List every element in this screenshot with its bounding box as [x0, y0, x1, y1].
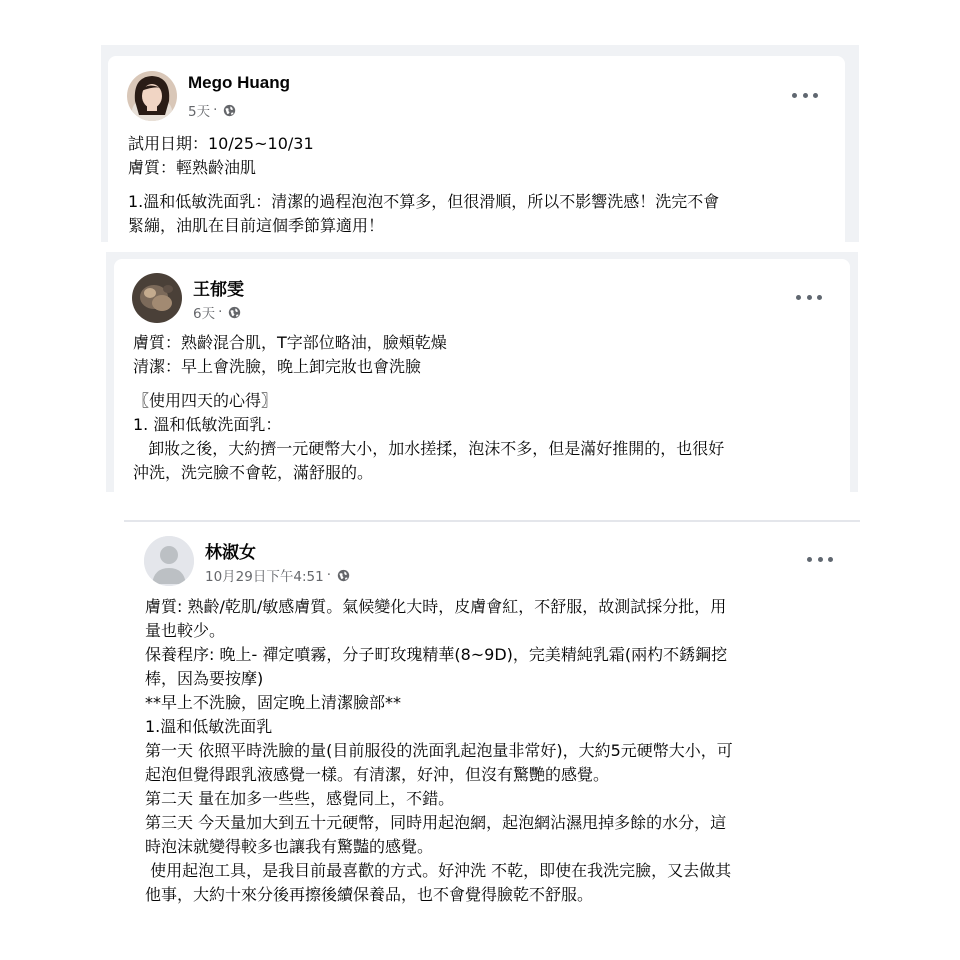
post-line: 試用日期：10/25~10/31 [128, 134, 314, 153]
avatar[interactable] [144, 536, 194, 586]
post-line: 量也較少。 [145, 621, 226, 640]
avatar-photo [132, 273, 182, 323]
avatar[interactable] [132, 273, 182, 323]
meta-separator: · [213, 102, 218, 118]
globe-icon [228, 306, 241, 319]
more-options-icon[interactable] [792, 88, 818, 102]
post-text [133, 331, 833, 485]
author-name[interactable]: 王郁雯 [193, 280, 244, 299]
more-options-icon[interactable] [807, 552, 833, 566]
post-line: 清潔：早上會洗臉，晚上卸完妝也會洗臉 [133, 357, 422, 376]
post-card [114, 259, 850, 492]
post-line: 卸妝之後，大約擠一元硬幣大小，加水搓揉，泡沫不多，但是滿好推開的，也很好 [133, 439, 725, 458]
post-card [125, 522, 860, 917]
post-line: 〖使用四天的心得〗 [133, 391, 278, 410]
globe-icon [337, 569, 350, 582]
post-line: 第三天 今天量加大到五十元硬幣，同時用起泡網，起泡網沾濕甩掉多餘的水分，這 [145, 813, 727, 832]
author-name[interactable]: Mego Huang [188, 73, 290, 92]
post-time[interactable]: 6天 [193, 306, 216, 322]
post-line: 沖洗，洗完臉不會乾，滿舒服的。 [133, 463, 374, 482]
post-line: 1. 溫和低敏洗面乳： [133, 415, 282, 434]
post-line: 膚質: 熟齡/乾肌/敏感膚質。氣候變化大時，皮膚會紅，不舒服，故測試採分批，用 [145, 597, 727, 616]
post-line: 第一天 依照平時洗臉的量(目前服役的洗面乳起泡量非常好)，大約5元硬幣大小，可 [145, 741, 733, 760]
post-meta [205, 565, 350, 585]
post-line: 第二天 量在加多一些些，感覺同上，不錯。 [145, 789, 455, 808]
post-time[interactable]: 10月29日下午4:51 [205, 569, 324, 585]
post-line: 起泡但覺得跟乳液感覺一樣。有清潔，好沖，但沒有驚艷的感覺。 [145, 765, 610, 784]
default-avatar-icon [144, 536, 194, 586]
post-line: **早上不洗臉，固定晚上清潔臉部** [145, 693, 402, 712]
meta-separator: · [218, 304, 223, 320]
post-line: 保養程序: 晚上- 禪定噴霧，分子町玫瑰精華(8~9D)，完美精純乳霜(兩杓不銹鋼挖 [145, 645, 728, 664]
author-name[interactable]: 林淑女 [205, 543, 256, 562]
post-text [128, 132, 828, 238]
post-line: 膚質：熟齡混合肌，T字部位略油，臉頰乾燥 [133, 333, 447, 352]
post-text [145, 595, 850, 907]
post-line: 1.溫和低敏洗面乳：清潔的過程泡泡不算多，但很滑順，所以不影響洗感！洗完不會 [128, 192, 720, 211]
post-line: 緊繃，油肌在目前這個季節算適用！ [128, 216, 385, 235]
post-card [108, 56, 845, 242]
post-line: 他事，大約十來分後再擦後續保養品，也不會覺得臉乾不舒服。 [145, 885, 594, 904]
more-options-icon[interactable] [796, 290, 822, 304]
meta-separator: · [326, 567, 331, 583]
post-meta [188, 100, 236, 120]
avatar[interactable] [127, 71, 177, 121]
post-line: 1.溫和低敏洗面乳 [145, 717, 273, 736]
post-time[interactable]: 5天 [188, 104, 211, 120]
post-line: 時泡沫就變得較多也讓我有驚豔的感覺。 [145, 837, 434, 856]
post-line: 使用起泡工具，是我目前最喜歡的方式。好沖洗 不乾，即使在我洗完臉，又去做其 [145, 861, 732, 880]
avatar-photo [127, 71, 177, 121]
post-line: 棒，因為要按摩) [145, 669, 264, 688]
globe-icon [223, 104, 236, 117]
post-meta [193, 302, 241, 322]
post-line: 膚質：輕熟齡油肌 [128, 158, 257, 177]
